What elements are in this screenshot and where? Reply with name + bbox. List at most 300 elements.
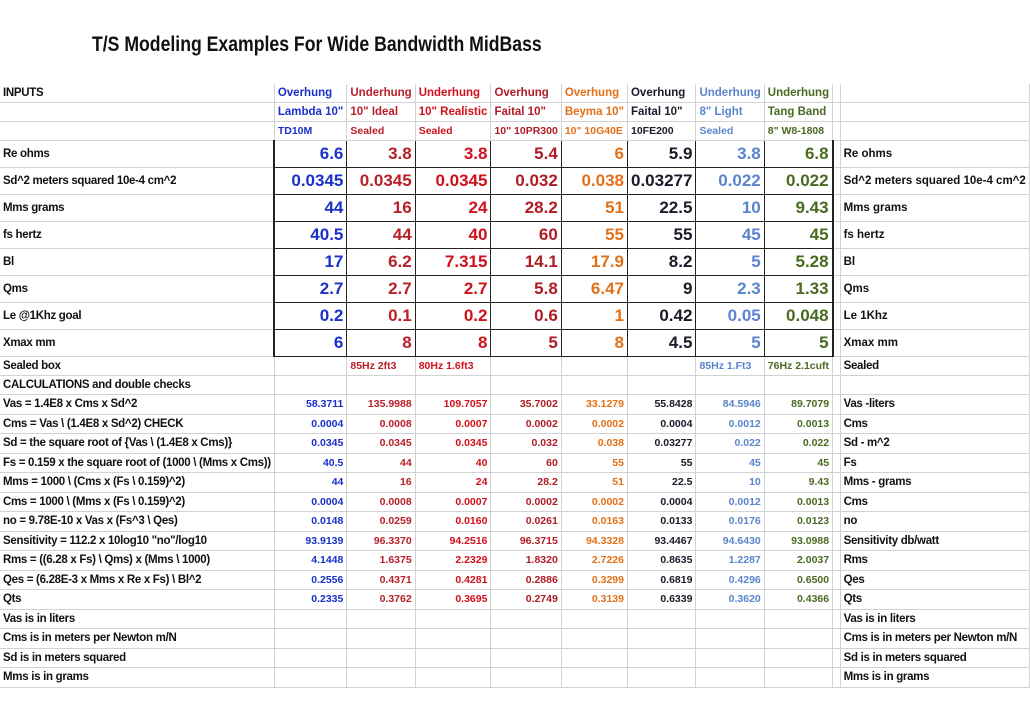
speaker-model-2[interactable]: 10" Ideal <box>347 103 415 122</box>
speaker-model-4[interactable]: Faital 10" <box>491 103 561 122</box>
blank-cell[interactable] <box>764 648 832 668</box>
blank-cell[interactable] <box>833 303 841 330</box>
calc-right-label[interactable]: Qts <box>840 590 1029 610</box>
calc-value-cell[interactable]: 40 <box>415 453 491 473</box>
calc-value-cell[interactable]: 10 <box>696 473 764 493</box>
calc-value-cell[interactable]: 44 <box>347 453 415 473</box>
blank-cell[interactable] <box>833 395 841 415</box>
input-value-cell[interactable]: 0.2 <box>415 303 491 330</box>
blank-cell[interactable] <box>840 376 1029 395</box>
input-value-cell[interactable]: 0.0345 <box>347 168 415 195</box>
blank-cell[interactable] <box>833 453 841 473</box>
calc-value-cell[interactable]: 58.3711 <box>274 395 347 415</box>
calc-value-cell[interactable]: 0.0007 <box>415 414 491 434</box>
calc-value-cell[interactable]: 0.3620 <box>696 590 764 610</box>
input-value-cell[interactable]: 0.05 <box>696 303 764 330</box>
input-value-cell[interactable]: 2.7 <box>347 276 415 303</box>
blank-cell[interactable] <box>274 376 347 395</box>
calc-value-cell[interactable]: 0.0004 <box>627 492 695 512</box>
blank-cell[interactable] <box>415 609 491 629</box>
calc-value-cell[interactable]: 0.2556 <box>274 570 347 590</box>
blank-cell[interactable] <box>833 551 841 571</box>
input-value-cell[interactable]: 44 <box>347 222 415 249</box>
input-label[interactable]: Re ohms <box>0 141 274 168</box>
calc-value-cell[interactable]: 0.0004 <box>274 492 347 512</box>
input-value-cell[interactable]: 40 <box>415 222 491 249</box>
calc-value-cell[interactable]: 0.3139 <box>561 590 627 610</box>
calc-value-cell[interactable]: 2.0037 <box>764 551 832 571</box>
speaker-model-5[interactable]: Beyma 10" <box>561 103 627 122</box>
calc-value-cell[interactable]: 0.0012 <box>696 414 764 434</box>
calc-value-cell[interactable]: 94.3328 <box>561 531 627 551</box>
blank-cell[interactable] <box>833 531 841 551</box>
blank-cell[interactable] <box>627 629 695 649</box>
calc-value-cell[interactable]: 0.4296 <box>696 570 764 590</box>
calc-right-label[interactable]: Qes <box>840 570 1029 590</box>
calc-value-cell[interactable]: 0.2749 <box>491 590 561 610</box>
calc-value-cell[interactable]: 0.0013 <box>764 492 832 512</box>
note-left[interactable]: Vas is in liters <box>0 609 274 629</box>
note-right[interactable]: Cms is in meters per Newton m/N <box>840 629 1029 649</box>
sealed-value-cell[interactable] <box>627 357 695 376</box>
blank-cell[interactable] <box>0 103 274 122</box>
calc-label[interactable]: Sd = the square root of {Vas \ (1.4E8 x Cms)} <box>0 434 274 454</box>
input-value-cell[interactable]: 5 <box>764 330 832 357</box>
calc-value-cell[interactable]: 89.7079 <box>764 395 832 415</box>
calc-value-cell[interactable]: 0.0004 <box>627 414 695 434</box>
calc-value-cell[interactable]: 40.5 <box>274 453 347 473</box>
sealed-value-cell[interactable]: 85Hz 2ft3 <box>347 357 415 376</box>
input-value-cell[interactable]: 5 <box>696 249 764 276</box>
calc-label[interactable]: Vas = 1.4E8 x Cms x Sd^2 <box>0 395 274 415</box>
calc-value-cell[interactable]: 0.6339 <box>627 590 695 610</box>
calc-label[interactable]: no = 9.78E-10 x Vas x (Fs^3 \ Qes) <box>0 512 274 532</box>
input-value-cell[interactable]: 22.5 <box>627 195 695 222</box>
calc-right-label[interactable]: Vas -liters <box>840 395 1029 415</box>
blank-cell[interactable] <box>274 648 347 668</box>
calc-value-cell[interactable]: 0.0345 <box>347 434 415 454</box>
calc-value-cell[interactable]: 0.4371 <box>347 570 415 590</box>
speaker-type-4[interactable]: Overhung <box>491 84 561 103</box>
calc-value-cell[interactable]: 44 <box>274 473 347 493</box>
input-value-cell[interactable]: 51 <box>561 195 627 222</box>
calc-value-cell[interactable]: 0.3695 <box>415 590 491 610</box>
input-value-cell[interactable]: 3.8 <box>415 141 491 168</box>
input-value-cell[interactable]: 0.03277 <box>627 168 695 195</box>
blank-cell[interactable] <box>833 492 841 512</box>
calc-value-cell[interactable]: 0.4281 <box>415 570 491 590</box>
blank-cell[interactable] <box>696 668 764 688</box>
calc-value-cell[interactable]: 93.9139 <box>274 531 347 551</box>
input-value-cell[interactable]: 1 <box>561 303 627 330</box>
blank-cell[interactable] <box>833 473 841 493</box>
blank-cell[interactable] <box>274 668 347 688</box>
input-value-cell[interactable]: 17.9 <box>561 249 627 276</box>
sealed-value-cell[interactable]: 85Hz 1.Ft3 <box>696 357 764 376</box>
blank-cell[interactable] <box>833 195 841 222</box>
inputs-label[interactable]: INPUTS <box>0 84 274 103</box>
sealed-label[interactable]: Sealed box <box>0 357 274 376</box>
input-value-cell[interactable]: 1.33 <box>764 276 832 303</box>
input-value-cell[interactable]: 6.8 <box>764 141 832 168</box>
speaker-model-1[interactable]: Lambda 10" <box>274 103 347 122</box>
speaker-code-3[interactable]: Sealed <box>415 122 491 141</box>
blank-cell[interactable] <box>833 609 841 629</box>
input-value-cell[interactable]: 55 <box>561 222 627 249</box>
blank-cell[interactable] <box>833 629 841 649</box>
input-value-cell[interactable]: 28.2 <box>491 195 561 222</box>
calc-value-cell[interactable]: 0.0163 <box>561 512 627 532</box>
blank-cell[interactable] <box>627 668 695 688</box>
input-value-cell[interactable]: 44 <box>274 195 347 222</box>
input-value-cell[interactable]: 2.3 <box>696 276 764 303</box>
sealed-value-cell[interactable] <box>561 357 627 376</box>
sealed-value-cell[interactable]: 76Hz 2.1cuft <box>764 357 832 376</box>
calc-right-label[interactable]: Sd - m^2 <box>840 434 1029 454</box>
calc-value-cell[interactable]: 84.5946 <box>696 395 764 415</box>
calc-header[interactable]: CALCULATIONS and double checks <box>0 376 274 395</box>
calc-label[interactable]: Cms = 1000 \ (Mms x (Fs \ 0.159)^2) <box>0 492 274 512</box>
note-left[interactable]: Sd is in meters squared <box>0 648 274 668</box>
input-value-cell[interactable]: 0.032 <box>491 168 561 195</box>
input-value-cell[interactable]: 8 <box>347 330 415 357</box>
blank-cell[interactable] <box>696 629 764 649</box>
blank-cell[interactable] <box>833 376 841 395</box>
calc-value-cell[interactable]: 0.6500 <box>764 570 832 590</box>
sealed-value-cell[interactable] <box>491 357 561 376</box>
blank-cell[interactable] <box>415 376 491 395</box>
calc-value-cell[interactable]: 0.0176 <box>696 512 764 532</box>
calc-value-cell[interactable]: 4.1448 <box>274 551 347 571</box>
calc-value-cell[interactable]: 94.6430 <box>696 531 764 551</box>
blank-cell[interactable] <box>764 376 832 395</box>
note-right[interactable]: Mms is in grams <box>840 668 1029 688</box>
input-value-cell[interactable]: 2.7 <box>415 276 491 303</box>
calc-label[interactable]: Cms = Vas \ (1.4E8 x Sd^2) CHECK <box>0 414 274 434</box>
calc-value-cell[interactable]: 45 <box>764 453 832 473</box>
calc-value-cell[interactable]: 0.0160 <box>415 512 491 532</box>
blank-cell[interactable] <box>627 609 695 629</box>
input-right-label[interactable]: Re ohms <box>840 141 1029 168</box>
speaker-type-7[interactable]: Underhung <box>696 84 764 103</box>
calc-value-cell[interactable]: 2.7226 <box>561 551 627 571</box>
blank-cell[interactable] <box>561 609 627 629</box>
calc-value-cell[interactable]: 0.0004 <box>274 414 347 434</box>
sealed-right-label[interactable]: Sealed <box>840 357 1029 376</box>
blank-cell[interactable] <box>561 629 627 649</box>
calc-value-cell[interactable]: 2.2329 <box>415 551 491 571</box>
speaker-code-7[interactable]: Sealed <box>696 122 764 141</box>
blank-cell[interactable] <box>833 330 841 357</box>
calc-value-cell[interactable]: 0.022 <box>696 434 764 454</box>
blank-cell[interactable] <box>833 122 841 141</box>
input-value-cell[interactable]: 6 <box>561 141 627 168</box>
calc-value-cell[interactable]: 55 <box>561 453 627 473</box>
input-value-cell[interactable]: 0.2 <box>274 303 347 330</box>
blank-cell[interactable] <box>347 668 415 688</box>
blank-cell[interactable] <box>833 648 841 668</box>
input-value-cell[interactable]: 0.1 <box>347 303 415 330</box>
speaker-type-2[interactable]: Underhung <box>347 84 415 103</box>
blank-cell[interactable] <box>491 629 561 649</box>
blank-cell[interactable] <box>833 141 841 168</box>
speaker-type-1[interactable]: Overhung <box>274 84 347 103</box>
note-left[interactable]: Cms is in meters per Newton m/N <box>0 629 274 649</box>
input-value-cell[interactable]: 45 <box>764 222 832 249</box>
calc-right-label[interactable]: Cms <box>840 492 1029 512</box>
blank-cell[interactable] <box>833 357 841 376</box>
calc-value-cell[interactable]: 0.3299 <box>561 570 627 590</box>
calc-right-label[interactable]: Cms <box>840 414 1029 434</box>
speaker-model-8[interactable]: Tang Band <box>764 103 832 122</box>
blank-cell[interactable] <box>833 434 841 454</box>
sealed-value-cell[interactable]: 80Hz 1.6ft3 <box>415 357 491 376</box>
calc-value-cell[interactable]: 55.8428 <box>627 395 695 415</box>
input-value-cell[interactable]: 24 <box>415 195 491 222</box>
blank-cell[interactable] <box>347 629 415 649</box>
input-value-cell[interactable]: 0.0345 <box>415 168 491 195</box>
input-value-cell[interactable]: 14.1 <box>491 249 561 276</box>
input-label[interactable]: Mms grams <box>0 195 274 222</box>
input-value-cell[interactable]: 45 <box>696 222 764 249</box>
calc-value-cell[interactable]: 0.0259 <box>347 512 415 532</box>
input-right-label[interactable]: Qms <box>840 276 1029 303</box>
calc-value-cell[interactable]: 45 <box>696 453 764 473</box>
input-right-label[interactable]: fs hertz <box>840 222 1029 249</box>
input-right-label[interactable]: Xmax mm <box>840 330 1029 357</box>
blank-cell[interactable] <box>833 414 841 434</box>
calc-value-cell[interactable]: 0.8635 <box>627 551 695 571</box>
input-right-label[interactable]: Mms grams <box>840 195 1029 222</box>
calc-value-cell[interactable]: 22.5 <box>627 473 695 493</box>
calc-value-cell[interactable]: 0.0123 <box>764 512 832 532</box>
blank-cell[interactable] <box>415 668 491 688</box>
speaker-type-8[interactable]: Underhung <box>764 84 832 103</box>
sealed-value-cell[interactable] <box>274 357 347 376</box>
calc-value-cell[interactable]: 0.2335 <box>274 590 347 610</box>
calc-right-label[interactable]: Rms <box>840 551 1029 571</box>
blank-cell[interactable] <box>491 668 561 688</box>
calc-value-cell[interactable]: 0.0002 <box>491 492 561 512</box>
input-value-cell[interactable]: 0.022 <box>764 168 832 195</box>
calc-label[interactable]: Qes = (6.28E-3 x Mms x Re x Fs) \ Bl^2 <box>0 570 274 590</box>
calc-value-cell[interactable]: 1.6375 <box>347 551 415 571</box>
calc-value-cell[interactable]: 28.2 <box>491 473 561 493</box>
speaker-type-6[interactable]: Overhung <box>627 84 695 103</box>
input-label[interactable]: Qms <box>0 276 274 303</box>
calc-value-cell[interactable]: 96.3370 <box>347 531 415 551</box>
input-value-cell[interactable]: 5.8 <box>491 276 561 303</box>
calc-value-cell[interactable]: 0.3762 <box>347 590 415 610</box>
blank-cell[interactable] <box>833 570 841 590</box>
calc-right-label[interactable]: Mms - grams <box>840 473 1029 493</box>
input-label[interactable]: fs hertz <box>0 222 274 249</box>
input-value-cell[interactable]: 55 <box>627 222 695 249</box>
input-value-cell[interactable]: 5.4 <box>491 141 561 168</box>
input-value-cell[interactable]: 60 <box>491 222 561 249</box>
blank-cell[interactable] <box>833 84 841 103</box>
blank-cell[interactable] <box>561 376 627 395</box>
blank-cell[interactable] <box>627 648 695 668</box>
calc-value-cell[interactable]: 1.8320 <box>491 551 561 571</box>
calc-value-cell[interactable]: 135.9988 <box>347 395 415 415</box>
input-value-cell[interactable]: 8 <box>415 330 491 357</box>
blank-cell[interactable] <box>627 376 695 395</box>
blank-cell[interactable] <box>833 590 841 610</box>
input-value-cell[interactable]: 4.5 <box>627 330 695 357</box>
input-label[interactable]: Sd^2 meters squared 10e-4 cm^2 <box>0 168 274 195</box>
note-right[interactable]: Vas is in liters <box>840 609 1029 629</box>
calc-value-cell[interactable]: 0.032 <box>491 434 561 454</box>
calc-value-cell[interactable]: 0.0148 <box>274 512 347 532</box>
speaker-code-1[interactable]: TD10M <box>274 122 347 141</box>
calc-value-cell[interactable]: 33.1279 <box>561 395 627 415</box>
calc-value-cell[interactable]: 93.4467 <box>627 531 695 551</box>
blank-cell[interactable] <box>696 648 764 668</box>
input-value-cell[interactable]: 5.9 <box>627 141 695 168</box>
blank-cell[interactable] <box>840 122 1029 141</box>
calc-label[interactable]: Sensitivity = 112.2 x 10log10 "no"/log10 <box>0 531 274 551</box>
input-value-cell[interactable]: 10 <box>696 195 764 222</box>
input-value-cell[interactable]: 0.42 <box>627 303 695 330</box>
input-value-cell[interactable]: 8 <box>561 330 627 357</box>
blank-cell[interactable] <box>833 168 841 195</box>
input-value-cell[interactable]: 5 <box>696 330 764 357</box>
calc-value-cell[interactable]: 109.7057 <box>415 395 491 415</box>
calc-value-cell[interactable]: 0.0002 <box>491 414 561 434</box>
blank-cell[interactable] <box>347 609 415 629</box>
calc-value-cell[interactable]: 1.2287 <box>696 551 764 571</box>
blank-cell[interactable] <box>696 609 764 629</box>
speaker-code-6[interactable]: 10FE200 <box>627 122 695 141</box>
input-value-cell[interactable]: 5.28 <box>764 249 832 276</box>
calc-value-cell[interactable]: 0.022 <box>764 434 832 454</box>
blank-cell[interactable] <box>696 376 764 395</box>
blank-cell[interactable] <box>561 668 627 688</box>
input-value-cell[interactable]: 6 <box>274 330 347 357</box>
speaker-model-3[interactable]: 10" Realistic <box>415 103 491 122</box>
input-value-cell[interactable]: 16 <box>347 195 415 222</box>
input-value-cell[interactable]: 8.2 <box>627 249 695 276</box>
blank-cell[interactable] <box>833 222 841 249</box>
blank-cell[interactable] <box>833 512 841 532</box>
input-right-label[interactable]: Le 1Khz <box>840 303 1029 330</box>
input-value-cell[interactable]: 3.8 <box>696 141 764 168</box>
calc-value-cell[interactable]: 0.0345 <box>274 434 347 454</box>
input-value-cell[interactable]: 3.8 <box>347 141 415 168</box>
blank-cell[interactable] <box>764 629 832 649</box>
calc-value-cell[interactable]: 0.0345 <box>415 434 491 454</box>
calc-value-cell[interactable]: 94.2516 <box>415 531 491 551</box>
calc-right-label[interactable]: Fs <box>840 453 1029 473</box>
blank-cell[interactable] <box>274 609 347 629</box>
blank-cell[interactable] <box>833 249 841 276</box>
input-value-cell[interactable]: 17 <box>274 249 347 276</box>
input-value-cell[interactable]: 0.038 <box>561 168 627 195</box>
input-label[interactable]: Le @1Khz goal <box>0 303 274 330</box>
note-right[interactable]: Sd is in meters squared <box>840 648 1029 668</box>
blank-cell[interactable] <box>840 84 1029 103</box>
speaker-code-2[interactable]: Sealed <box>347 122 415 141</box>
speaker-code-8[interactable]: 8" W8-1808 <box>764 122 832 141</box>
calc-value-cell[interactable]: 93.0988 <box>764 531 832 551</box>
calc-value-cell[interactable]: 0.0002 <box>561 492 627 512</box>
input-value-cell[interactable]: 40.5 <box>274 222 347 249</box>
blank-cell[interactable] <box>764 609 832 629</box>
input-value-cell[interactable]: 7.315 <box>415 249 491 276</box>
input-value-cell[interactable]: 2.7 <box>274 276 347 303</box>
blank-cell[interactable] <box>347 376 415 395</box>
calc-value-cell[interactable]: 24 <box>415 473 491 493</box>
calc-value-cell[interactable]: 0.0261 <box>491 512 561 532</box>
speaker-model-6[interactable]: Faital 10" <box>627 103 695 122</box>
calc-value-cell[interactable]: 0.0012 <box>696 492 764 512</box>
note-left[interactable]: Mms is in grams <box>0 668 274 688</box>
calc-value-cell[interactable]: 0.0007 <box>415 492 491 512</box>
calc-value-cell[interactable]: 0.03277 <box>627 434 695 454</box>
input-value-cell[interactable]: 5 <box>491 330 561 357</box>
input-value-cell[interactable]: 0.0345 <box>274 168 347 195</box>
blank-cell[interactable] <box>840 103 1029 122</box>
calc-value-cell[interactable]: 9.43 <box>764 473 832 493</box>
input-label[interactable]: Bl <box>0 249 274 276</box>
calc-right-label[interactable]: Sensitivity db/watt <box>840 531 1029 551</box>
calc-value-cell[interactable]: 35.7002 <box>491 395 561 415</box>
blank-cell[interactable] <box>0 122 274 141</box>
blank-cell[interactable] <box>347 648 415 668</box>
blank-cell[interactable] <box>491 609 561 629</box>
speaker-type-5[interactable]: Overhung <box>561 84 627 103</box>
calc-value-cell[interactable]: 51 <box>561 473 627 493</box>
calc-value-cell[interactable]: 0.0008 <box>347 492 415 512</box>
input-value-cell[interactable]: 0.048 <box>764 303 832 330</box>
calc-value-cell[interactable]: 0.038 <box>561 434 627 454</box>
speaker-code-5[interactable]: 10" 10G40E <box>561 122 627 141</box>
blank-cell[interactable] <box>833 668 841 688</box>
calc-value-cell[interactable]: 0.2886 <box>491 570 561 590</box>
calc-label[interactable]: Qts <box>0 590 274 610</box>
blank-cell[interactable] <box>491 376 561 395</box>
blank-cell[interactable] <box>415 648 491 668</box>
blank-cell[interactable] <box>561 648 627 668</box>
speaker-type-3[interactable]: Underhung <box>415 84 491 103</box>
blank-cell[interactable] <box>415 629 491 649</box>
input-value-cell[interactable]: 0.022 <box>696 168 764 195</box>
calc-value-cell[interactable]: 60 <box>491 453 561 473</box>
speaker-code-4[interactable]: 10" 10PR300 <box>491 122 561 141</box>
calc-value-cell[interactable]: 55 <box>627 453 695 473</box>
input-right-label[interactable]: Sd^2 meters squared 10e-4 cm^2 <box>840 168 1029 195</box>
calc-value-cell[interactable]: 0.0013 <box>764 414 832 434</box>
calc-label[interactable]: Rms = ((6.28 x Fs) \ Qms) x (Mms \ 1000) <box>0 551 274 571</box>
blank-cell[interactable] <box>764 668 832 688</box>
input-value-cell[interactable]: 0.6 <box>491 303 561 330</box>
calc-label[interactable]: Mms = 1000 \ (Cms x (Fs \ 0.159)^2) <box>0 473 274 493</box>
blank-cell[interactable] <box>833 276 841 303</box>
input-value-cell[interactable]: 6.2 <box>347 249 415 276</box>
calc-value-cell[interactable]: 0.0133 <box>627 512 695 532</box>
calc-label[interactable]: Fs = 0.159 x the square root of (1000 \ (Mms x Cms)) <box>0 453 274 473</box>
calc-value-cell[interactable]: 0.4366 <box>764 590 832 610</box>
input-label[interactable]: Xmax mm <box>0 330 274 357</box>
input-value-cell[interactable]: 9.43 <box>764 195 832 222</box>
speaker-model-7[interactable]: 8" Light <box>696 103 764 122</box>
blank-cell[interactable] <box>274 629 347 649</box>
calc-value-cell[interactable]: 0.6819 <box>627 570 695 590</box>
input-value-cell[interactable]: 6.47 <box>561 276 627 303</box>
blank-cell[interactable] <box>491 648 561 668</box>
calc-value-cell[interactable]: 0.0008 <box>347 414 415 434</box>
